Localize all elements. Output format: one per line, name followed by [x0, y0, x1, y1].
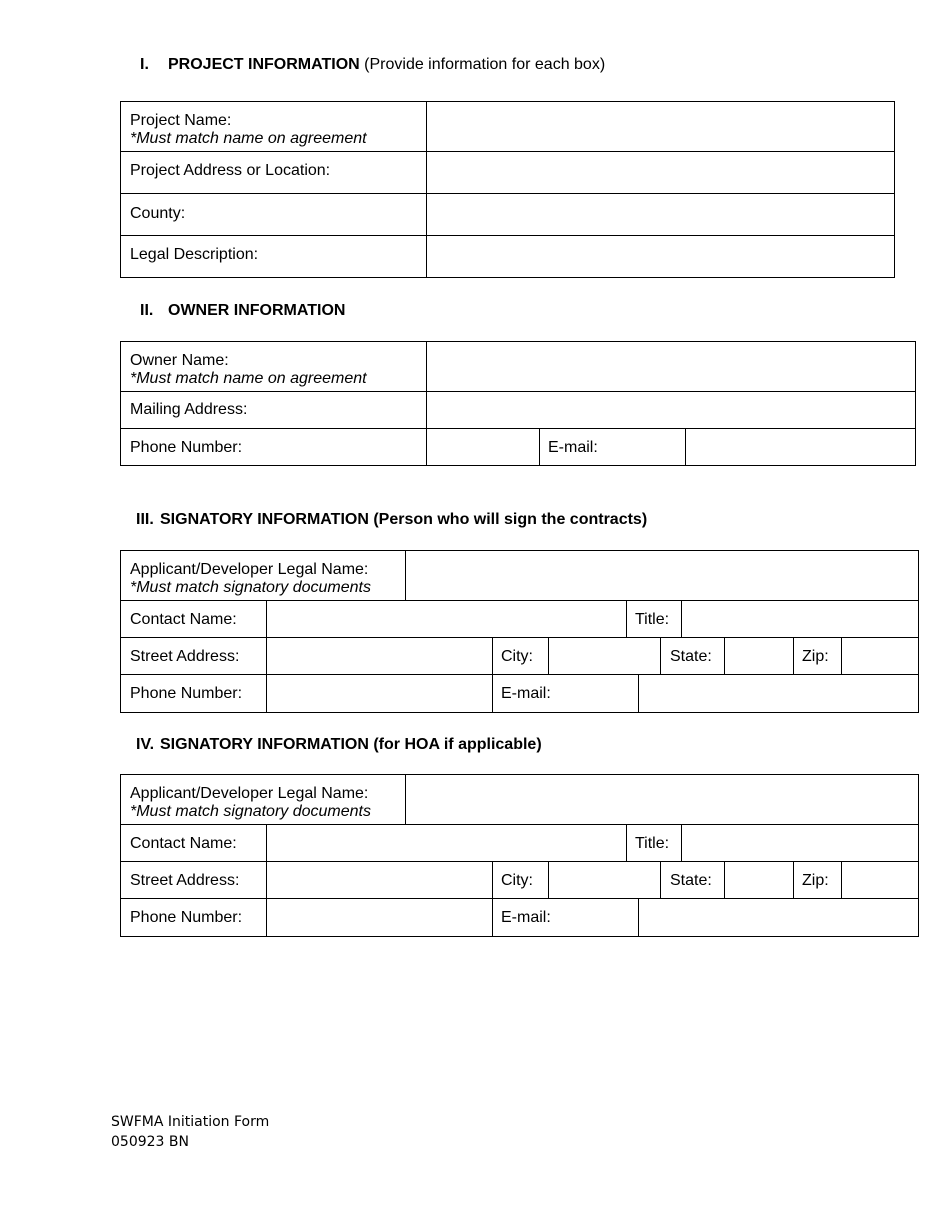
- owner-name-note: *Must match name on agreement: [130, 370, 367, 387]
- mailing-address-row: [121, 391, 915, 429]
- sig-legal-name-note: *Must match signatory documents: [130, 579, 371, 596]
- county-label: County:: [130, 205, 186, 222]
- sig-legal-name-label: Applicant/Developer Legal Name: *Must match signatory documents: [130, 561, 371, 596]
- section-2-heading: [140, 302, 345, 320]
- sig-title-label: Title:: [635, 611, 670, 628]
- county-row: [121, 193, 894, 236]
- hoa-phone-field[interactable]: [266, 899, 493, 937]
- owner-name-field[interactable]: [426, 342, 915, 392]
- sig-state-field[interactable]: [724, 638, 794, 675]
- hoa-legal-name-note: *Must match signatory documents: [130, 803, 371, 820]
- hoa-email-label: E-mail:: [501, 909, 551, 926]
- mailing-address-field[interactable]: [426, 392, 915, 429]
- section-3-title: SIGNATORY INFORMATION (Person who will sign the contracts): [160, 511, 648, 528]
- project-name-note: *Must match name on agreement: [130, 130, 367, 147]
- section-1-heading: [140, 56, 605, 74]
- hoa-zip-label-cell: [793, 862, 842, 899]
- hoa-state-field[interactable]: [724, 862, 794, 899]
- hoa-title-label: Title:: [635, 835, 670, 852]
- mailing-address-label: Mailing Address:: [130, 401, 248, 418]
- project-address-row: [121, 151, 894, 194]
- section-4-title: SIGNATORY INFORMATION (for HOA if applicable): [160, 736, 542, 753]
- hoa-title-field[interactable]: [681, 825, 918, 862]
- hoa-zip-label: Zip:: [802, 872, 829, 889]
- hoa-legal-name-label: Applicant/Developer Legal Name: *Must match signatory documents: [130, 785, 371, 820]
- owner-name-row: [121, 342, 915, 392]
- form-footer: [111, 1112, 269, 1152]
- sig-contact-label: Contact Name:: [130, 611, 237, 628]
- legal-description-row: [121, 235, 894, 278]
- sig-contact-row: [121, 600, 918, 638]
- project-name-label: Project Name: *Must match name on agreement: [130, 112, 367, 147]
- legal-description-label: Legal Description:: [130, 246, 259, 263]
- county-field[interactable]: [426, 194, 894, 236]
- sig-zip-label: Zip:: [802, 648, 829, 665]
- hoa-street-label: Street Address:: [130, 872, 240, 889]
- owner-email-label: E-mail:: [548, 439, 598, 456]
- sig-legal-name-field[interactable]: [405, 551, 918, 601]
- section-3-heading: [136, 511, 647, 529]
- section-4-heading: [136, 736, 542, 754]
- hoa-contact-label: Contact Name:: [130, 835, 237, 852]
- section-2-title: OWNER INFORMATION: [168, 302, 346, 319]
- owner-email-field[interactable]: [685, 429, 915, 466]
- hoa-legal-name-field[interactable]: [405, 775, 918, 825]
- project-info-table: [120, 101, 895, 278]
- sig-legal-name-row: [121, 551, 918, 601]
- hoa-phone-label: Phone Number:: [130, 909, 243, 926]
- hoa-state-label-cell: [660, 862, 725, 899]
- hoa-email-field[interactable]: [638, 899, 918, 937]
- hoa-contact-row: [121, 824, 918, 862]
- project-name-field[interactable]: [426, 102, 894, 152]
- hoa-email-label-cell: [492, 899, 639, 937]
- sig-email-label: E-mail:: [501, 685, 551, 702]
- sig-state-label: State:: [670, 648, 712, 665]
- owner-info-table: [120, 341, 916, 466]
- hoa-signatory-info-table: [120, 774, 919, 937]
- sig-zip-field[interactable]: [841, 638, 918, 675]
- section-1-title: PROJECT INFORMATION: [168, 56, 360, 73]
- hoa-title-label-cell: [626, 825, 682, 862]
- sig-phone-field[interactable]: [266, 675, 493, 713]
- owner-phone-label: Phone Number:: [130, 439, 243, 456]
- sig-email-label-cell: [492, 675, 639, 713]
- owner-phone-row: [121, 428, 915, 466]
- project-name-row: [121, 102, 894, 152]
- section-4-number: IV.: [136, 736, 155, 753]
- sig-state-label-cell: [660, 638, 725, 675]
- hoa-street-field[interactable]: [266, 862, 493, 899]
- hoa-city-field[interactable]: [548, 862, 661, 899]
- hoa-state-label: State:: [670, 872, 712, 889]
- hoa-zip-field[interactable]: [841, 862, 918, 899]
- sig-phone-row: [121, 674, 918, 713]
- section-2-number: II.: [140, 302, 154, 319]
- signatory-info-table: [120, 550, 919, 713]
- sig-title-label-cell: [626, 601, 682, 638]
- project-address-label: Project Address or Location:: [130, 162, 331, 179]
- sig-city-label: City:: [501, 648, 533, 665]
- hoa-phone-row: [121, 898, 918, 937]
- owner-phone-field[interactable]: [426, 429, 540, 466]
- footer-form-code: 050923 BN: [111, 1134, 189, 1150]
- sig-contact-field[interactable]: [266, 601, 627, 638]
- owner-name-label: Owner Name: *Must match name on agreement: [130, 352, 367, 387]
- hoa-contact-field[interactable]: [266, 825, 627, 862]
- sig-phone-label: Phone Number:: [130, 685, 243, 702]
- hoa-city-label: City:: [501, 872, 533, 889]
- hoa-city-label-cell: [492, 862, 549, 899]
- section-3-number: III.: [136, 511, 154, 528]
- section-1-number: I.: [140, 56, 149, 73]
- sig-city-field[interactable]: [548, 638, 661, 675]
- sig-street-label: Street Address:: [130, 648, 240, 665]
- sig-zip-label-cell: [793, 638, 842, 675]
- sig-email-field[interactable]: [638, 675, 918, 713]
- section-1-subtitle: (Provide information for each box): [364, 56, 606, 73]
- hoa-street-row: [121, 861, 918, 899]
- sig-city-label-cell: [492, 638, 549, 675]
- sig-street-row: [121, 637, 918, 675]
- footer-form-name: SWFMA Initiation Form: [111, 1114, 270, 1130]
- sig-title-field[interactable]: [681, 601, 918, 638]
- sig-street-field[interactable]: [266, 638, 493, 675]
- legal-description-field[interactable]: [426, 236, 894, 278]
- project-address-field[interactable]: [426, 152, 894, 194]
- hoa-legal-name-row: [121, 775, 918, 825]
- owner-email-label-cell: [539, 429, 686, 466]
